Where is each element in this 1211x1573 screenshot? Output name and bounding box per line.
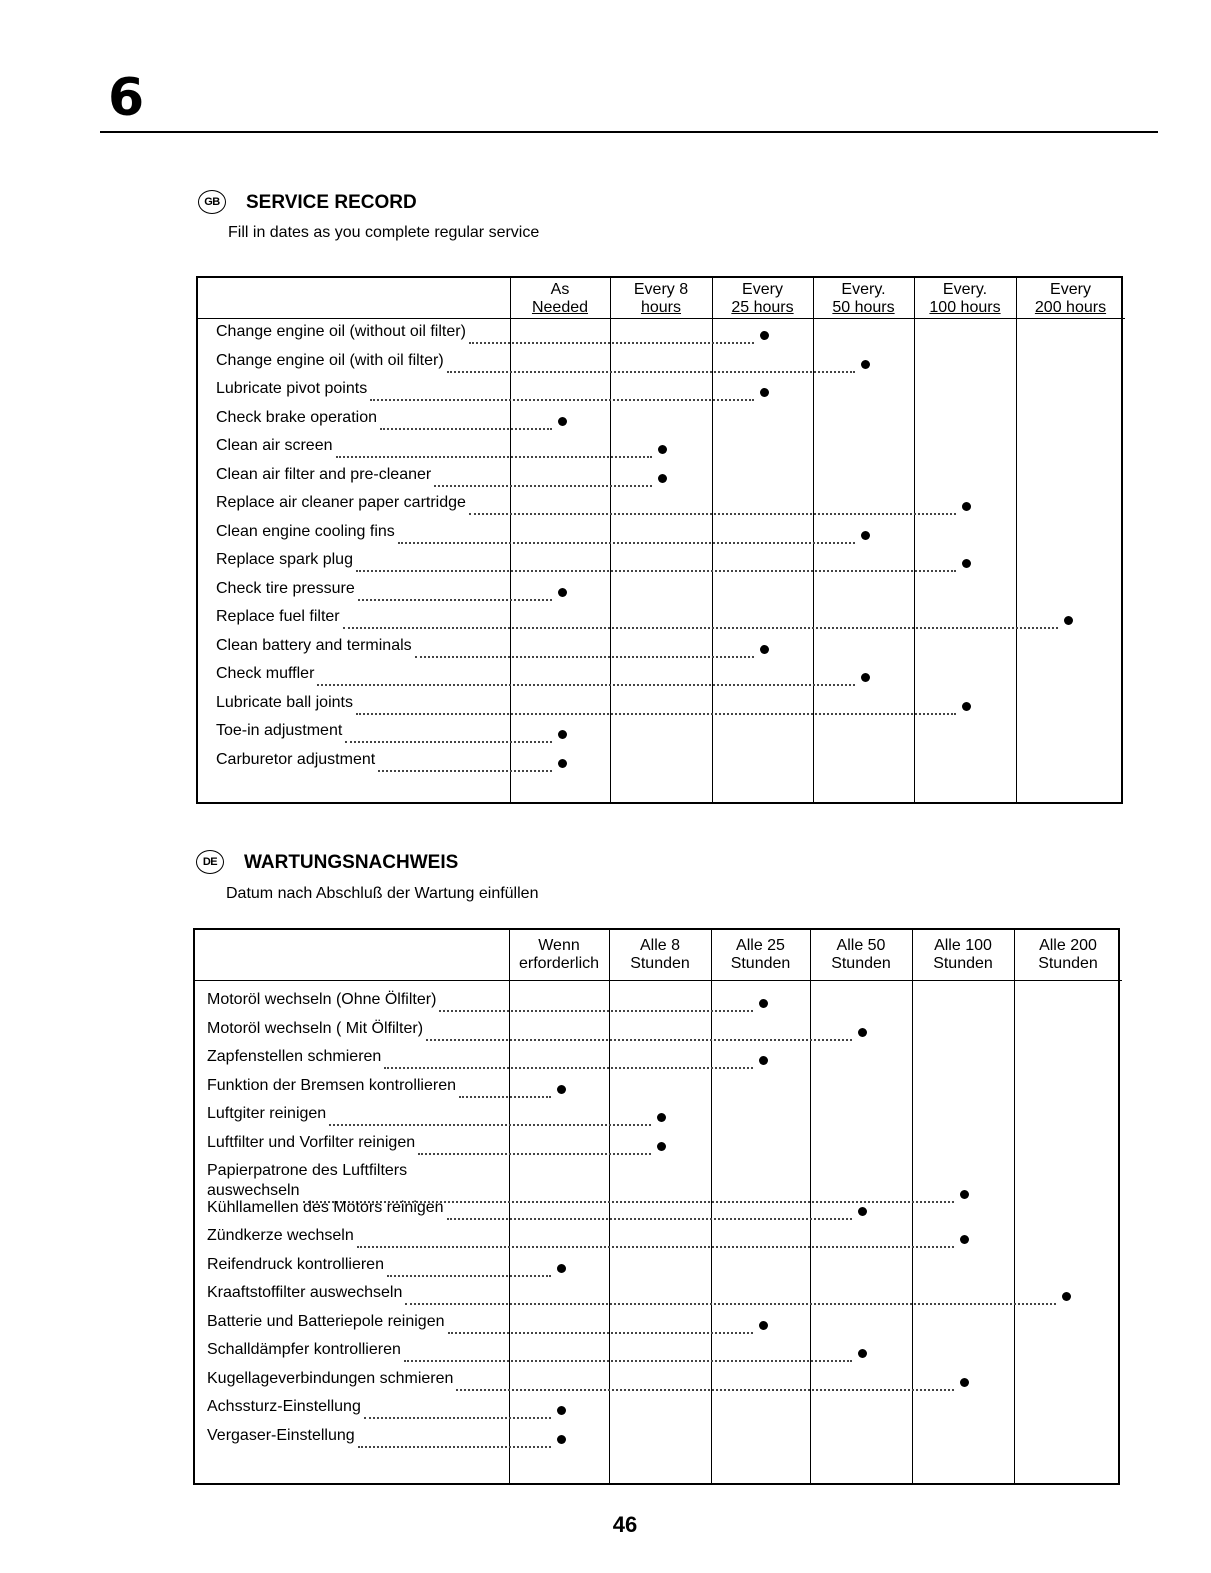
task-label: Luftfilter und Vorfilter reinigen	[207, 1133, 416, 1151]
column-header	[510, 281, 610, 317]
column-divider	[810, 930, 811, 1483]
column-header-line2: 50 hours	[832, 299, 895, 316]
column-header-line2: hours	[640, 299, 682, 316]
header-rule	[100, 131, 1158, 133]
column-header	[609, 937, 711, 973]
interval-bullet	[960, 1378, 969, 1387]
interval-bullet	[760, 388, 769, 397]
task-label: Check brake operation	[216, 408, 377, 426]
header-divider	[198, 318, 1125, 319]
column-header	[610, 281, 712, 317]
column-header	[810, 937, 912, 973]
leader-dots	[434, 485, 652, 487]
interval-bullet	[861, 531, 870, 540]
leader-dots	[343, 627, 1058, 629]
interval-bullet	[962, 502, 971, 511]
interval-bullet	[960, 1190, 969, 1199]
interval-bullet	[861, 360, 870, 369]
column-header-line2: 100 hours	[929, 299, 1001, 316]
leader-dots	[459, 1096, 551, 1098]
interval-bullet	[557, 1085, 566, 1094]
column-header-line1: Every 8	[633, 281, 689, 298]
column-header-line2: Stunden	[831, 955, 891, 972]
language-badge-gb: GB	[198, 190, 226, 214]
leader-dots	[418, 1153, 651, 1155]
column-header-line1: Alle 50	[836, 937, 886, 954]
leader-dots	[358, 599, 552, 601]
interval-bullet	[960, 1235, 969, 1244]
task-label-continued: auswechseln	[207, 1182, 300, 1199]
interval-bullet	[558, 730, 567, 739]
leader-dots	[364, 1417, 551, 1419]
task-label: Replace air cleaner paper cartridge	[216, 494, 466, 511]
leader-dots	[405, 1303, 1056, 1305]
column-header-line1: Every.	[841, 281, 886, 298]
task-label: Lubricate ball joints	[216, 693, 353, 711]
column-header	[1016, 281, 1125, 317]
interval-bullet	[557, 1406, 566, 1415]
leader-dots	[336, 456, 653, 458]
interval-bullet	[858, 1349, 867, 1358]
task-label: Lubricate pivot points	[216, 380, 368, 397]
leader-dots	[404, 1360, 852, 1362]
page-number: 46	[612, 1512, 638, 1537]
leader-dots	[448, 1332, 754, 1334]
column-header-line1: Alle 25	[736, 937, 785, 954]
column-header	[712, 281, 813, 317]
column-divider	[1014, 930, 1015, 1483]
task-label: Change engine oil (with oil filter)	[216, 351, 444, 369]
task-label: Papierpatrone des Luftfilters	[207, 1162, 408, 1179]
interval-bullet	[658, 445, 667, 454]
column-header-line1: Every	[1050, 281, 1091, 298]
task-label: Replace spark plug	[216, 551, 353, 568]
column-header-line1: Alle 8	[639, 937, 681, 954]
leader-dots	[415, 656, 754, 658]
interval-bullet	[759, 1056, 768, 1065]
column-header-line1: Every.	[942, 281, 988, 298]
interval-bullet	[1062, 1292, 1071, 1301]
interval-bullet	[858, 1028, 867, 1037]
leader-dots	[456, 1389, 954, 1391]
interval-bullet	[861, 673, 870, 682]
column-divider	[610, 278, 611, 802]
interval-bullet	[558, 417, 567, 426]
column-divider	[609, 930, 610, 1483]
task-label: Luftgiter reinigen	[207, 1105, 327, 1122]
column-header	[1014, 937, 1122, 973]
column-header-line1: Alle 200	[1039, 937, 1097, 954]
section-title: WARTUNGSNACHWEIS	[244, 852, 459, 873]
column-header-line2: Stunden	[630, 955, 690, 972]
task-label: Kugellageverbindungen schmieren	[207, 1369, 454, 1387]
interval-bullet	[760, 645, 769, 654]
section-title: SERVICE RECORD	[246, 192, 417, 213]
column-header	[711, 937, 810, 973]
column-header	[509, 937, 609, 973]
task-label: Achssturz-Einstellung	[207, 1398, 361, 1415]
language-badge-de: DE	[196, 850, 224, 874]
column-header-line2: Stunden	[933, 955, 993, 972]
interval-bullet	[557, 1435, 566, 1444]
column-divider	[510, 278, 511, 802]
task-label: Motoröl wechseln (Ohne Ölfilter)	[207, 991, 437, 1008]
task-label: Zündkerze wechseln	[207, 1227, 354, 1244]
interval-bullet	[557, 1264, 566, 1273]
leader-dots	[357, 1246, 954, 1248]
header-divider	[195, 980, 1122, 981]
leader-dots	[380, 428, 552, 430]
interval-bullet	[1064, 616, 1073, 625]
interval-bullet	[657, 1142, 666, 1151]
column-header-line2: 25 hours	[731, 299, 794, 316]
task-label: Clean engine cooling fins	[216, 522, 395, 540]
column-header-line1: Alle 100	[934, 937, 992, 954]
column-divider	[914, 278, 915, 802]
leader-dots	[439, 1010, 753, 1012]
interval-bullet	[759, 1321, 768, 1330]
column-header-line2: Needed	[531, 299, 589, 316]
column-header	[813, 281, 914, 317]
task-label: Clean air screen	[216, 437, 333, 454]
column-divider	[1016, 278, 1017, 802]
task-label: Reifendruck kontrollieren	[207, 1255, 384, 1273]
column-header	[912, 937, 1014, 973]
task-label: Replace fuel filter	[216, 608, 340, 625]
interval-bullet	[759, 999, 768, 1008]
column-divider	[509, 930, 510, 1483]
leader-dots	[398, 542, 855, 544]
task-label: Clean battery and terminals	[216, 636, 412, 654]
task-label: Kraaftstoffilter auswechseln	[207, 1284, 403, 1301]
section-subtitle: Datum nach Abschluß der Wartung einfüllen	[226, 885, 539, 902]
leader-dots	[469, 513, 956, 515]
interval-bullet	[760, 331, 769, 340]
leader-dots	[426, 1039, 852, 1041]
leader-dots	[447, 1218, 852, 1220]
task-label: Check tire pressure	[216, 579, 355, 597]
interval-bullet	[962, 559, 971, 568]
task-label: Funktion der Bremsen kontrollieren	[207, 1076, 457, 1094]
task-label: Kühllamellen des Motors reinigen	[207, 1198, 444, 1216]
task-label: Vergaser-Einstellung	[207, 1426, 355, 1444]
column-header-line1: Every	[742, 281, 783, 298]
column-header-line1: As	[550, 281, 570, 298]
leader-dots	[387, 1275, 551, 1277]
column-header-line2: Stunden	[1038, 955, 1098, 972]
column-header	[914, 281, 1016, 317]
leader-dots	[370, 399, 754, 401]
leader-dots	[345, 741, 552, 743]
chapter-number: 6	[108, 68, 145, 128]
task-label: Motoröl wechseln ( Mit Ölfilter)	[207, 1019, 424, 1037]
leader-dots	[356, 570, 956, 572]
task-label: Zapfenstellen schmieren	[207, 1048, 382, 1065]
task-label: Toe-in adjustment	[216, 722, 343, 739]
task-label: Check muffler	[216, 665, 315, 682]
column-divider	[813, 278, 814, 802]
column-divider	[712, 278, 713, 802]
interval-bullet	[558, 759, 567, 768]
column-divider	[711, 930, 712, 1483]
leader-dots	[384, 1067, 753, 1069]
section-subtitle: Fill in dates as you complete regular service	[228, 224, 540, 241]
column-header-line2: 200 hours	[1034, 299, 1107, 316]
task-label: Clean air filter and pre-cleaner	[216, 465, 432, 483]
leader-dots	[356, 713, 956, 715]
task-label: Schalldämpfer kontrollieren	[207, 1341, 401, 1358]
leader-dots	[317, 684, 855, 686]
task-label: Batterie und Batteriepole reinigen	[207, 1312, 445, 1330]
interval-bullet	[657, 1113, 666, 1122]
column-header-line2: Stunden	[730, 955, 791, 972]
task-label: Change engine oil (without oil filter)	[216, 323, 466, 340]
interval-bullet	[962, 702, 971, 711]
leader-dots	[329, 1124, 651, 1126]
leader-dots	[358, 1446, 551, 1448]
column-header-line1: Wenn	[538, 937, 580, 954]
leader-dots	[447, 371, 855, 373]
interval-bullet	[558, 588, 567, 597]
leader-dots	[378, 770, 552, 772]
interval-bullet	[658, 474, 667, 483]
column-header-line2: erforderlich	[518, 955, 600, 972]
leader-dots	[469, 342, 754, 344]
column-divider	[912, 930, 913, 1483]
task-label: Carburetor adjustment	[216, 750, 376, 768]
interval-bullet	[858, 1207, 867, 1216]
